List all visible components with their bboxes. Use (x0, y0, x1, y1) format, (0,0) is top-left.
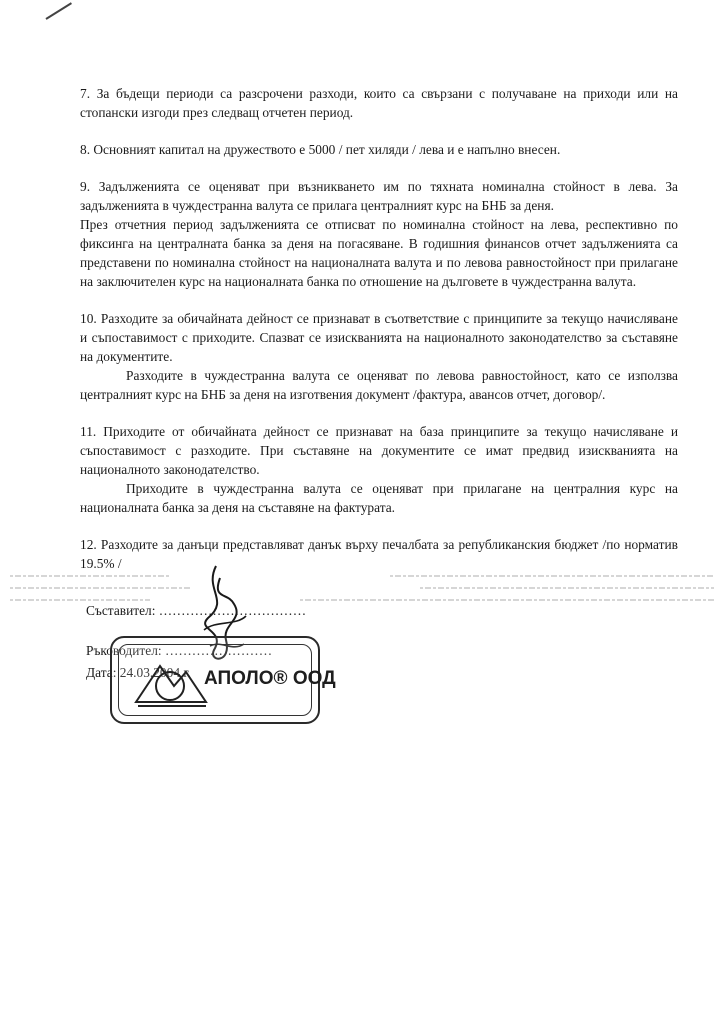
scan-corner-mark (45, 2, 72, 20)
paragraph-9-text-continued: През отчетния период задълженията се отписват по номинална стойност на лева, респективно по фиксинга на централната банка за деня на погасяване. В годишния финансов отчет задълженията са представени по номинална стойност на националната валута и по левова равностойност при прилагане на заключителен курс на националната банка по отношение на дълговете в чуждестранна валута. (80, 217, 678, 289)
company-stamp (110, 636, 336, 724)
paragraph-7-text: 7. За бъдещи периоди са разсрочени разходи, които са свързани с получаване на приходи или на стопански изгоди през следващ отчетен период. (80, 86, 678, 120)
paragraph-8-text: 8. Основният капитал на дружеството е 5000 / пет хиляди / лева и е напълно внесен. (80, 142, 561, 157)
paragraph-12-text: 12. Разходите за данъци представляват данък върху печалбата за републиканския бюджет /по норматив 19.5% / (80, 537, 678, 571)
paragraph-9-text: 9. Задълженията се оценяват при възникването им по тяхната номинална стойност в лева. За задълженията в чуждестранна валута се прилага централният курс на БНБ за деня. (80, 179, 678, 213)
stamp-logo-icon (130, 656, 210, 712)
paragraph-11-text-continued: Приходите в чуждестранна валута се оценяват при прилагане на централния курс на националната банка за деня на съставяне на фактурата. (80, 481, 678, 515)
paragraph-10-text-continued: Разходите в чуждестранна валута се оценяват по левова равностойност, като се използва централният курс на БНБ за деня на изготвения документ /фактура, авансов отчет, договор/. (80, 368, 678, 402)
manager-line: Ръководител: …………………… (86, 643, 273, 658)
paragraph-10-text: 10. Разходите за обичайната дейност се признават в съответствие с принципите за текущо начисляване и съпоставимост с приходите. Спазват се изискванията на националното законодателство за съставяне на документите. (80, 311, 678, 364)
compiler-line: Съставител: …………………………… (86, 603, 307, 618)
document-body (80, 84, 678, 591)
paragraph-11 (80, 422, 678, 517)
date-line: Дата: 24.03.2004 г. (86, 665, 191, 680)
paragraph-8 (80, 140, 678, 159)
paragraph-9 (80, 177, 678, 291)
paragraph-7 (80, 84, 678, 122)
stamp-company-name: АПОЛО® ООД (204, 668, 336, 689)
paragraph-10 (80, 309, 678, 404)
paragraph-11-text: 11. Приходите от обичайната дейност се признават на база принципите за текущо начисляване и съпоставимост с разходите. При съставяне на документите се имат предвид изискванията на националното законодателство. (80, 424, 678, 477)
